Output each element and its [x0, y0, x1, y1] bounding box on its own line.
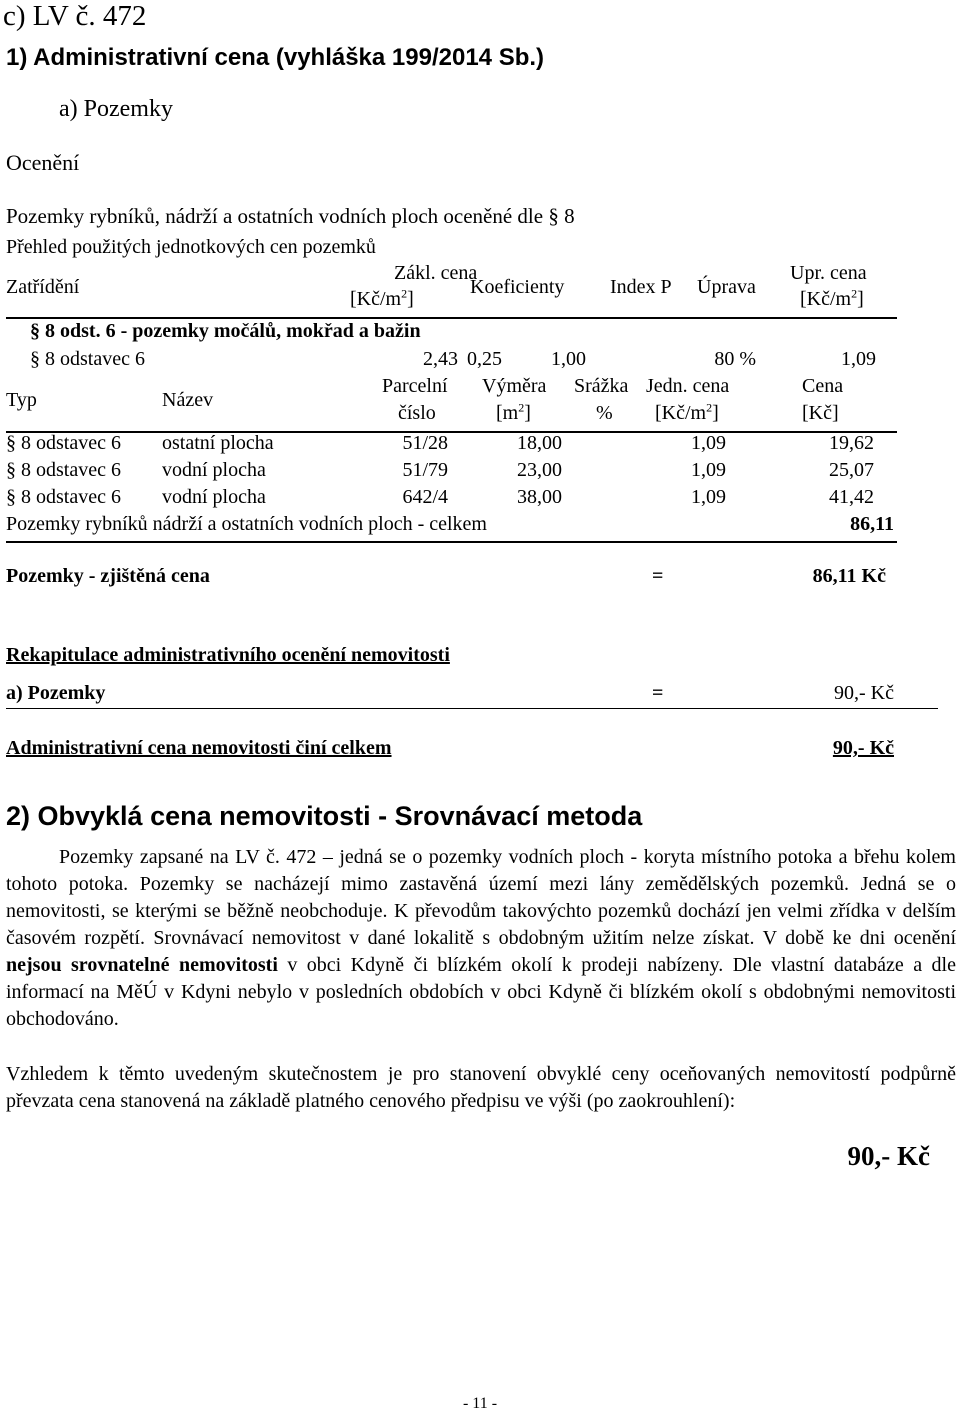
col-srazka: Srážka [574, 375, 629, 397]
parcel-jedn: 1,09 [691, 486, 726, 508]
parcel-vymera: 38,00 [517, 486, 562, 508]
col-cislo: číslo [398, 402, 436, 424]
section2-paragraph-2: Vzhledem k těmto uvedeným skutečnostem je pro stanovení obvyklé ceny oceňovaných nemovitostí podpůrně převzata cena stanovená na základě platného cenového předpisu ve výši (po zaokrouhlení): [6, 1063, 956, 1112]
recap-total-label: Administrativní cena nemovitosti činí celkem [6, 737, 392, 759]
zjistena-label: Pozemky - zjištěná cena [6, 565, 210, 587]
col-cena-unit: [Kč] [802, 402, 839, 424]
total-rule [6, 541, 897, 543]
col-uprava: Úprava [697, 276, 756, 298]
col-vymera: Výměra [482, 375, 547, 397]
col-typ: Typ [6, 389, 37, 411]
zjistena-eq: = [652, 565, 664, 587]
p1-text-a: Pozemky zapsané na LV č. 472 – jedná se o pozemky vodních ploch - koryta místního potoka a břehu kolem tohoto potoka. Pozemky se nacházejí mimo zastavěná území mezi lány zemědělských pozemků. Jedná se o nemovitosti, se kterými se běžně neobchoduje. K převodům takovýchto pozemků dochází jen velmi zřídka v delším časovém rozpětí. Srovnávací nemovitost v dané lokalitě s obdobným užitím nelze získat. V době ke dni ocenění [6, 846, 956, 949]
p1-text-c: v obci Kdyně či blízkém okolí k prodeji nabízeny. Dle vlastní databáze a dle informací na MěÚ v Kdyni nebylo v posledních obdobích v obci Kdyně či blízkém okolí s obdobnými nemovitosti obchodováno. [6, 954, 956, 1030]
parcel-vymera: 18,00 [517, 432, 562, 454]
price-header-rule [6, 317, 897, 319]
col-nazev: Název [162, 389, 214, 411]
parcel-nazev: ostatní plocha [162, 432, 274, 454]
col-index-p: Index P [610, 276, 672, 298]
pozemky-heading: Pozemky rybníků, nádrží a ostatních vodních ploch oceněné dle § 8 [6, 204, 575, 228]
parcel-typ: § 8 odstavec 6 [6, 432, 121, 454]
table-row [0, 432, 960, 459]
recap-row-value: 90,- Kč [834, 682, 894, 704]
recap-eq: = [652, 682, 664, 704]
table-row [0, 459, 960, 486]
col-parcelni: Parcelní [382, 375, 448, 397]
section1-title: 1) Administrativní cena (vyhláška 199/2014 Sb.) [6, 44, 545, 71]
col-koeficienty: Koeficienty [470, 276, 565, 298]
zjistena-value: 86,11 Kč [812, 565, 886, 587]
price-row-zakl: 2,43 [423, 348, 458, 370]
price-row-index: 1,00 [551, 348, 586, 370]
col-cena: Cena [802, 375, 844, 397]
price-row-upr: 1,09 [841, 348, 876, 370]
recap-row-label: a) Pozemky [6, 682, 106, 704]
parcel-cena: 19,62 [829, 432, 874, 454]
price-row-koef: 0,25 [467, 348, 502, 370]
total-label: Pozemky rybníků nádrží a ostatních vodních ploch - celkem [6, 513, 487, 535]
p1-text-bold: nejsou srovnatelné nemovitosti [6, 954, 278, 976]
oceneni-heading: Ocenění [6, 150, 80, 175]
group-label: § 8 odst. 6 - pozemky močálů, mokřad a bažin [30, 320, 421, 342]
section2-paragraph-1 [6, 844, 956, 1033]
col-jedn-cena: Jedn. cena [646, 375, 730, 397]
col-srazka-unit: % [596, 402, 613, 424]
col-jedn-cena-unit: $[Kč/m^2]$ [655, 400, 719, 424]
final-value: 90,- Kč [847, 1141, 930, 1171]
parcel-typ: § 8 odstavec 6 [6, 486, 121, 508]
parcel-jedn: 1,09 [691, 459, 726, 481]
price-row-label: § 8 odstavec 6 [30, 348, 145, 370]
parcel-cislo: 51/28 [402, 432, 448, 454]
parcel-vymera: 23,00 [517, 459, 562, 481]
col-zakl-cena-unit: $[Kč/m^2]$ [350, 286, 414, 310]
subsection-a-title: a) Pozemky [59, 96, 173, 122]
recap-row-rule [6, 708, 938, 709]
recap-title: Rekapitulace administrativního ocenění nemovitosti [6, 644, 450, 666]
col-zakl-cena: Zákl. cena [394, 262, 478, 284]
parcel-nazev: vodní plocha [162, 486, 266, 508]
col-zatrideni: Zatřídění [6, 276, 80, 298]
col-upr-cena-unit: $[Kč/m^2]$ [800, 286, 864, 310]
section2-title: 2) Obvyklá cena nemovitosti - Srovnávací metoda [6, 801, 643, 831]
parcel-jedn: 1,09 [691, 432, 726, 454]
total-value: 86,11 [850, 513, 894, 535]
lv-title: c) LV č. 472 [3, 0, 147, 32]
prehled-label: Přehled použitých jednotkových cen pozemků [6, 236, 376, 258]
parcel-cislo: 642/4 [402, 486, 448, 508]
page-number: - 11 - [462, 1395, 498, 1412]
recap-total-value: 90,- Kč [832, 737, 894, 759]
col-vymera-unit: $[m^2]$ [496, 400, 531, 424]
parcel-typ: § 8 odstavec 6 [6, 459, 121, 481]
table-row [0, 486, 960, 513]
parcel-cislo: 51/79 [402, 459, 448, 481]
parcel-cena: 25,07 [829, 459, 874, 481]
parcel-cena: 41,42 [829, 486, 874, 508]
col-upr-cena: Upr. cena [790, 262, 867, 284]
parcel-nazev: vodní plocha [162, 459, 266, 481]
price-row-uprava: 80 % [714, 348, 756, 370]
